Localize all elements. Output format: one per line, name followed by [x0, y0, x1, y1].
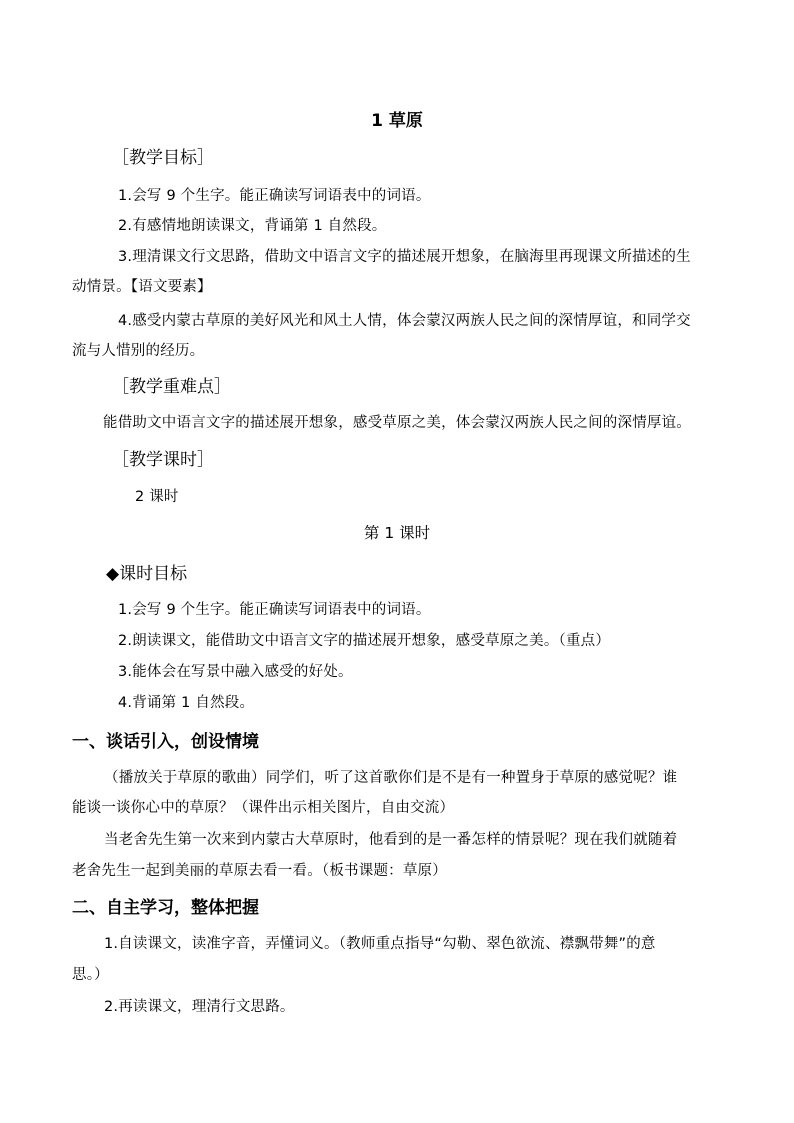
- page-title: 1 草原: [371, 111, 423, 131]
- objective-line: 4.感受内蒙古草原的美好风光和风土人情，体会蒙汉两族人民之间的深情厚谊，和同学交: [118, 313, 691, 329]
- objective-line: 流与人惜别的经历。: [72, 343, 205, 359]
- lesson-objective-line: 1.会写 9 个生字。能正确读写词语表中的词语。: [118, 602, 431, 618]
- key-points-heading: ［教学重难点］: [112, 377, 231, 397]
- section1-line: 老舍先生一起到美丽的草原去看一看。（板书课题：草原）: [72, 863, 447, 879]
- section2-line: 思。）: [72, 967, 109, 983]
- lesson-objective-line: 3.能体会在写景中融入感受的好处。: [118, 664, 353, 680]
- objective-line: 1.会写 9 个生字。能正确读写词语表中的词语。: [118, 188, 431, 204]
- section1-line: （播放关于草原的歌曲）同学们，听了这首歌你们是不是有一种置身于草原的感觉呢？谁: [104, 770, 678, 786]
- section2-line: 2.再读课文，理清行文思路。: [104, 999, 295, 1015]
- objective-line: 2.有感情地朗读课文，背诵第 1 自然段。: [118, 218, 387, 234]
- section1-heading: 一、谈话引入，创设情境: [72, 732, 259, 752]
- objective-line: 3.理清课文行文思路，借助文中语言文字的描述展开想象，在脑海里再现课文所描述的生: [118, 249, 691, 265]
- lesson-objective-line: 2.朗读课文，能借助文中语言文字的描述展开想象，感受草原之美。（重点）: [118, 633, 611, 649]
- objective-line: 动情景。【语文要素】: [72, 279, 212, 295]
- section1-line: 当老舍先生第一次来到内蒙古大草原时，他看到的是一番怎样的情景呢？现在我们就随着: [104, 832, 678, 848]
- lesson-objectives-heading: ◆课时目标: [106, 564, 188, 584]
- section2-heading: 二、自主学习，整体把握: [72, 898, 259, 918]
- lesson1-heading: 第 1 课时: [363, 524, 431, 542]
- objectives-heading: ［教学目标］: [112, 148, 214, 168]
- lesson-objective-line: 4.背诵第 1 自然段。: [118, 695, 255, 711]
- hours-text: 2 课时: [135, 489, 179, 505]
- section2-line: 1.自读课文，读准字音，弄懂词义。（教师重点指导“勾勒、翠色欲流、襟飘带舞”的意: [104, 936, 656, 952]
- key-points-text: 能借助文中语言文字的描述展开想象，感受草原之美，体会蒙汉两族人民之间的深情厚谊。: [103, 415, 691, 431]
- section1-line: 能谈一谈你心中的草原？（课件出示相关图片，自由交流）: [72, 800, 455, 816]
- hours-heading: ［教学课时］: [112, 450, 214, 470]
